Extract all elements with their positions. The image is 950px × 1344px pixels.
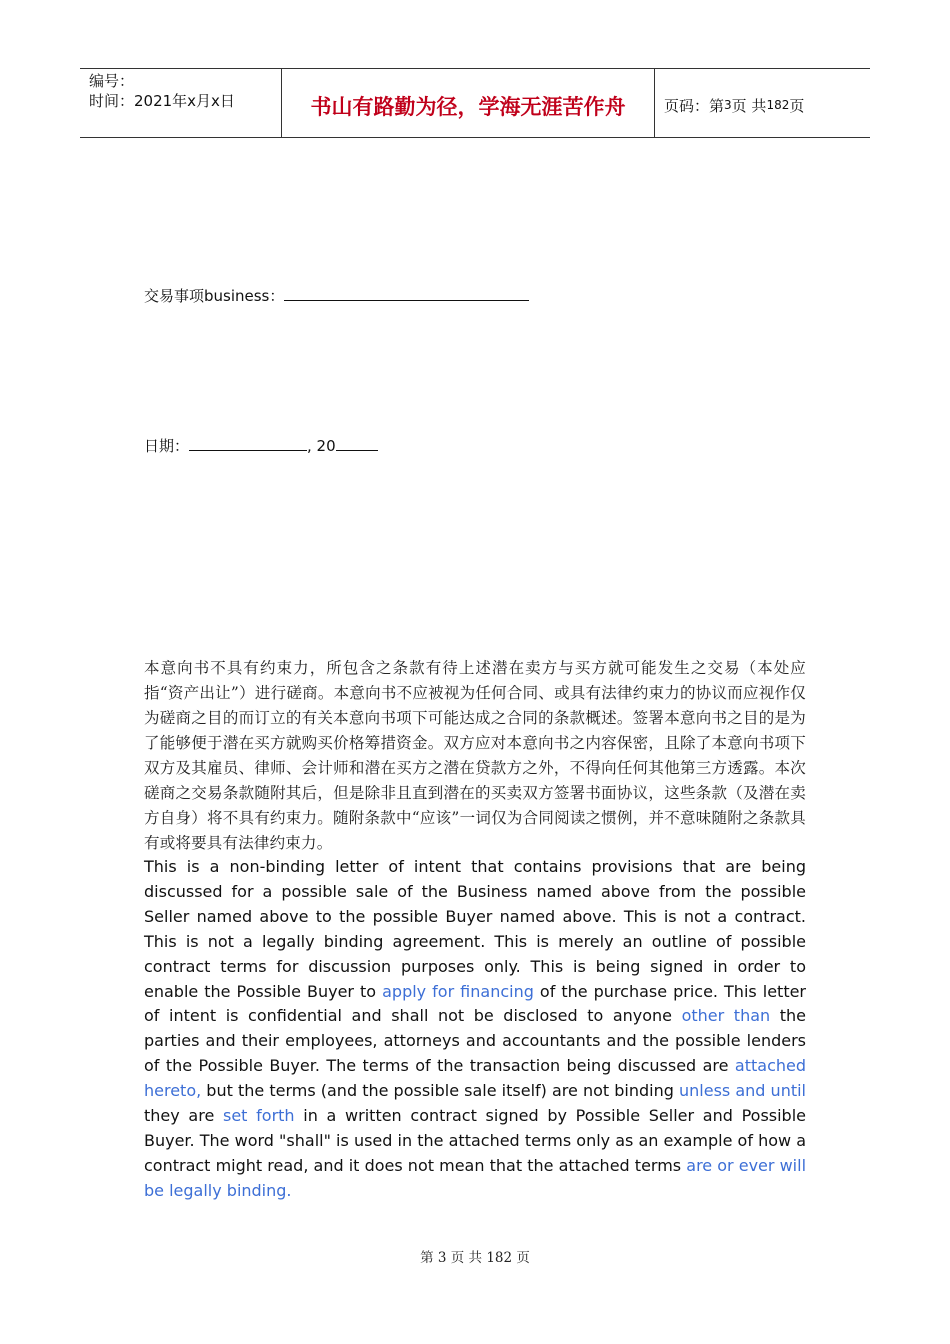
en-highlight-3: attached hereto, xyxy=(144,1056,806,1101)
en-highlight-1: apply for financing xyxy=(382,981,534,1001)
en-text-6: in a written contract signed by Possible Seller and Possible Buyer. The word "shall" is used in the attached terms only as an example of how a contract might read, and it does not mean that the attached terms xyxy=(144,1106,807,1175)
header-motto: 书山有路勤为径，学海无涯苦作舟 xyxy=(281,69,655,137)
en-highlight-4: unless and until xyxy=(679,1081,806,1101)
en-highlight-2: other than xyxy=(681,1006,771,1026)
en-highlight-5: set forth xyxy=(223,1106,295,1126)
date-line xyxy=(144,435,378,456)
en-highlight-6: are or ever will be legally binding. xyxy=(144,1155,807,1200)
header-page-info xyxy=(655,69,870,137)
year-blank[interactable] xyxy=(336,436,378,451)
business-label: 交易事项business： xyxy=(144,287,285,305)
page-header xyxy=(80,68,870,138)
page-mid: 页 共 xyxy=(731,96,767,115)
page-footer: 第 3 页 共 182 页 xyxy=(420,1250,530,1266)
header-meta xyxy=(80,69,281,137)
en-text-4: but the terms (and the possible sale itself) are not binding xyxy=(201,1081,680,1101)
chinese-paragraph: 本意向书不具有约束力，所包含之条款有待上述潜在卖方与买方就可能发生之交易（本处应指“资产出让”）进行磋商。本意向书不应被视为任何合同、或具有法律约束力的协议而应视作仅为磋商之目的而订立的有关本意向书项下可能达成之合同的条款概述。签署本意向书之目的是为了能够便于潜在买方就购买价格筹措资金。双方应对本意向书之内容保密，且除了本意向书项下双方及其雇员、律师、会计师和潜在买方之潜在贷款方之外，不得向任何其他第三方透露。本次磋商之交易条款随附其后，但是除非且直到潜在的买卖双方签署书面协议，这些条款（及潜在卖方自身）将不具有约束力。随附条款中“应该”一词仅为合同阅读之惯例，并不意味随附之条款具有或将要具有法律约束力。 xyxy=(144,659,806,852)
date-blank[interactable] xyxy=(189,436,307,451)
document-number-label: 编号： xyxy=(89,72,135,90)
date-year-prefix: , 20 xyxy=(307,437,336,455)
page-prefix: 页码：第 xyxy=(664,96,725,115)
en-text-3: the parties and their employees, attorneys and accountants and the possible lenders of the Possible Buyer. The terms of the transaction being discussed are xyxy=(144,1006,806,1076)
page-total: 182 xyxy=(766,98,790,112)
en-text-2: of the purchase price. This letter of intent is confidential and shall not be disclosed to anyone xyxy=(144,981,807,1026)
english-paragraph xyxy=(144,855,806,1204)
date-label: 日期： xyxy=(144,437,190,455)
page-current: 3 xyxy=(724,98,732,112)
business-line xyxy=(144,285,529,306)
en-text-1: This is a non-binding letter of intent that contains provisions that are being discussed for a possible sale of the Business named above from the possible Seller named above to the possible Buyer named above. This is not a contract. This is not a legally binding agreement. This is merely an outline of possible contract terms for discussion purposes only. This is being signed in order to enable the Possible Buyer to xyxy=(144,857,806,1001)
en-text-5: they are xyxy=(144,1106,223,1126)
business-blank[interactable] xyxy=(284,286,529,301)
document-time-label: 时间：2021年x月x日 xyxy=(89,92,235,110)
page-suffix: 页 xyxy=(789,96,805,115)
